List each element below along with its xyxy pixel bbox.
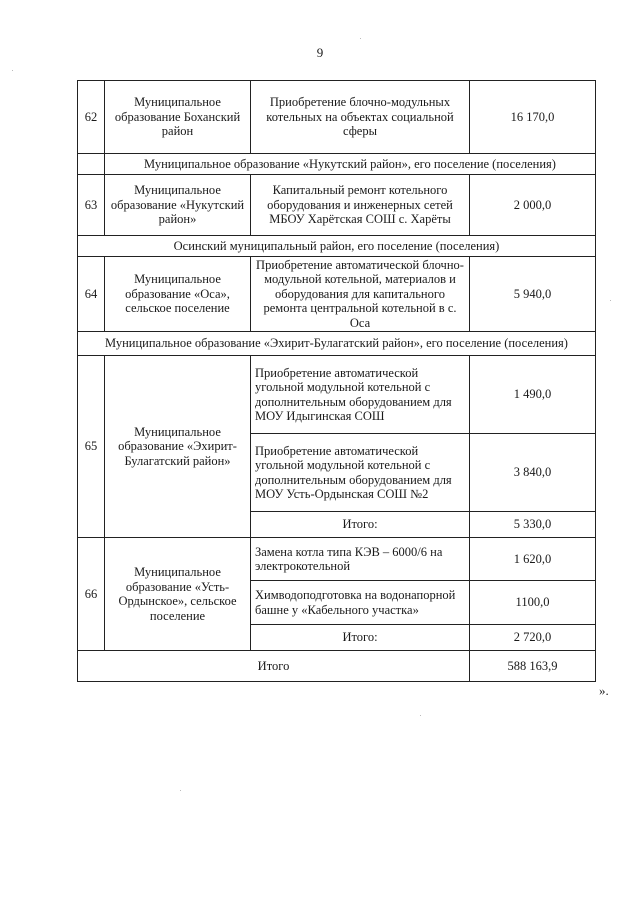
closing-quote: ». — [599, 683, 609, 698]
row-number: 66 — [78, 538, 105, 651]
amount-cell: 1 620,0 — [470, 538, 596, 581]
municipality-cell: Муниципальное образование «Нукутский район» — [105, 175, 251, 236]
scan-speck — [180, 790, 181, 791]
total-amount: 588 163,9 — [470, 651, 596, 682]
description-cell: Приобретение автоматической блочно-модульной котельной, материалов и оборудования для капитального ремонта центральной котельной в с. Оса — [251, 257, 470, 332]
scan-speck — [360, 38, 361, 39]
scan-speck — [420, 715, 421, 716]
total-row — [78, 651, 596, 682]
amount-cell: 5 940,0 — [470, 257, 596, 332]
municipality-cell: Муниципальное образование «Усть-Ордынское», сельское поселение — [105, 538, 251, 651]
total-label: Итого — [78, 651, 470, 682]
section-header-row — [78, 332, 596, 356]
amount-cell: 2 000,0 — [470, 175, 596, 236]
row-number: 64 — [78, 257, 105, 332]
subtotal-amount: 2 720,0 — [470, 625, 596, 651]
subtotal-amount: 5 330,0 — [470, 512, 596, 538]
section-header: Муниципальное образование «Эхирит-Булагатский район», его поселение (поселения) — [78, 332, 596, 356]
description-cell: Приобретение автоматической угольной модульной котельной с дополнительным оборудованием для МОУ Усть-Ордынская СОШ №2 — [251, 434, 470, 512]
description-cell: Приобретение блочно-модульных котельных на объектах социальной сферы — [251, 81, 470, 154]
row-number: 63 — [78, 175, 105, 236]
section-header: Муниципальное образование «Нукутский район», его поселение (поселения) — [105, 154, 596, 175]
section-header: Осинский муниципальный район, его поселение (поселения) — [78, 236, 596, 257]
amount-cell: 16 170,0 — [470, 81, 596, 154]
table-row — [78, 81, 596, 154]
section-header-row — [78, 154, 596, 175]
municipality-cell: Муниципальное образование Боханский район — [105, 81, 251, 154]
scan-speck — [12, 70, 13, 71]
amount-cell: 1 490,0 — [470, 356, 596, 434]
subtotal-label: Итого: — [251, 512, 470, 538]
table-row — [78, 356, 596, 434]
table-row — [78, 175, 596, 236]
funding-table — [77, 80, 596, 682]
municipality-cell: Муниципальное образование «Оса», сельское поселение — [105, 257, 251, 332]
section-header-row — [78, 236, 596, 257]
municipality-cell: Муниципальное образование «Эхирит-Булагатский район» — [105, 356, 251, 538]
row-number: 62 — [78, 81, 105, 154]
page-number: 9 — [316, 45, 324, 60]
description-cell: Капитальный ремонт котельного оборудования и инженерных сетей МБОУ Харётская СОШ с. Харёты — [251, 175, 470, 236]
row-number-empty — [78, 154, 105, 175]
amount-cell: 1100,0 — [470, 581, 596, 625]
row-number: 65 — [78, 356, 105, 538]
description-cell: Замена котла типа КЭВ – 6000/6 на электрокотельной — [251, 538, 470, 581]
subtotal-label: Итого: — [251, 625, 470, 651]
table-row — [78, 538, 596, 581]
amount-cell: 3 840,0 — [470, 434, 596, 512]
scan-speck — [610, 300, 611, 301]
description-cell: Химводоподготовка на водонапорной башне у «Кабельного участка» — [251, 581, 470, 625]
description-cell: Приобретение автоматической угольной модульной котельной с дополнительным оборудованием для МОУ Идыгинская СОШ — [251, 356, 470, 434]
table-row — [78, 257, 596, 332]
